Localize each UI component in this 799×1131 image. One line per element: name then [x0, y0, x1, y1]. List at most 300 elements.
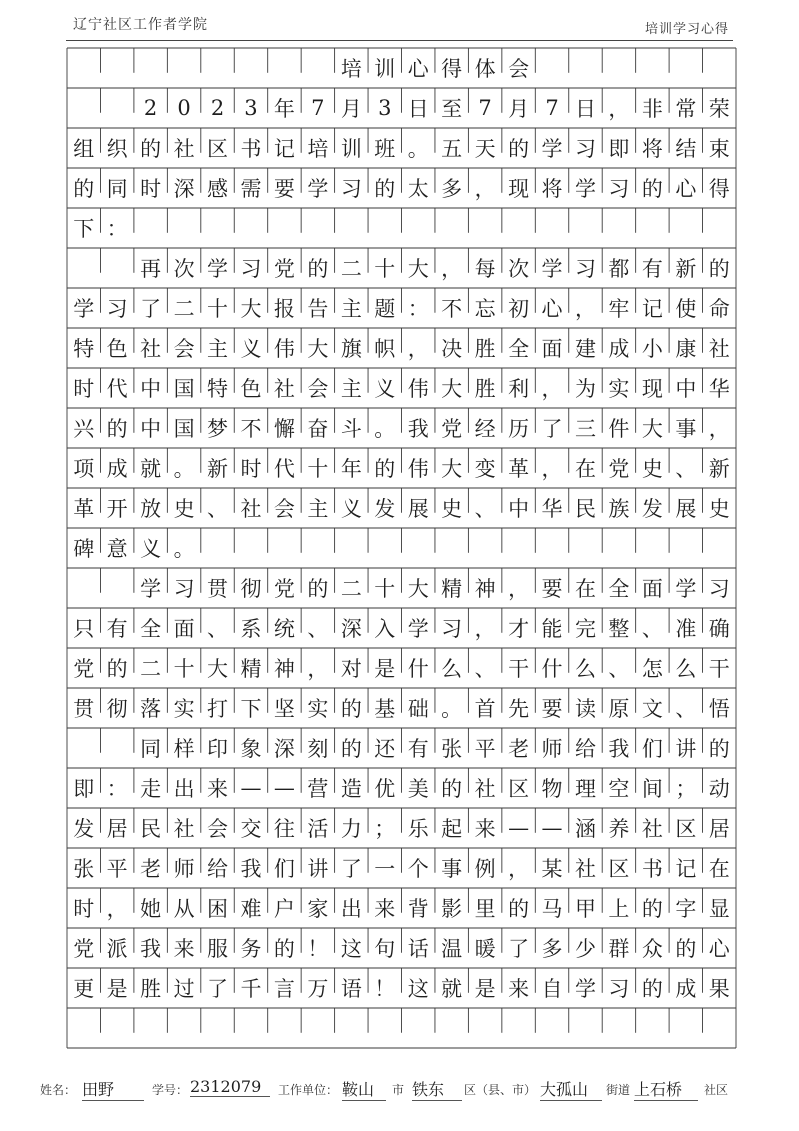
manuscript-line — [67, 568, 736, 608]
char-cell: 怎 — [641, 657, 663, 681]
char-cell: 史 — [441, 497, 463, 521]
char-cell: 这 — [407, 977, 429, 1001]
char-cell: 件 — [608, 417, 630, 441]
char-cell: 次 — [508, 257, 530, 281]
char-cell: ， — [541, 457, 563, 481]
char-cell: 础 — [407, 697, 429, 721]
manuscript-line — [67, 288, 736, 328]
char-cell: 、 — [474, 657, 496, 681]
name-value: 田野 — [82, 1077, 144, 1101]
char-cell: 涵 — [574, 817, 596, 841]
char-cell: 的 — [374, 457, 396, 481]
char-cell: 义 — [240, 337, 262, 361]
char-cell: ， — [474, 617, 496, 641]
char-cell: 下 — [240, 697, 262, 721]
char-cell: 社 — [708, 337, 730, 361]
char-cell: 入 — [374, 617, 396, 641]
char-cell: 、 — [474, 497, 496, 521]
char-cell: 成 — [675, 977, 697, 1001]
char-cell: 力 — [340, 817, 362, 841]
char-cell: 懈 — [273, 417, 295, 441]
char-cell: 学 — [574, 977, 596, 1001]
char-cell: 开 — [106, 497, 128, 521]
char-cell: 忘 — [474, 297, 496, 321]
char-cell: 中 — [140, 417, 162, 441]
char-cell: 平 — [106, 857, 128, 881]
char-cell: 、 — [675, 457, 697, 481]
manuscript-line — [67, 88, 736, 128]
char-cell: 革 — [73, 497, 95, 521]
char-cell: ： — [106, 777, 128, 801]
char-cell: ， — [574, 297, 596, 321]
city-value: 鞍山 — [342, 1077, 386, 1101]
header-org: 辽宁社区工作者学院 — [73, 17, 208, 33]
char-cell: 特 — [207, 377, 229, 401]
char-cell: 社 — [173, 137, 195, 161]
char-cell: 学 — [140, 577, 162, 601]
char-cell: 困 — [207, 897, 229, 921]
char-cell: 习 — [608, 977, 630, 1001]
char-cell: 全 — [608, 577, 630, 601]
char-cell: 日 — [574, 97, 596, 121]
char-cell: 服 — [207, 937, 229, 961]
char-cell: 经 — [474, 417, 496, 441]
char-cell: 原 — [608, 697, 630, 721]
char-cell: 训 — [374, 57, 396, 81]
char-cell: 常 — [675, 97, 697, 121]
char-cell: 的 — [508, 137, 530, 161]
char-cell: 在 — [574, 457, 596, 481]
char-cell: 句 — [374, 937, 396, 961]
char-cell: 学 — [73, 297, 95, 321]
char-cell: 只 — [73, 617, 95, 641]
char-cell: 我 — [140, 937, 162, 961]
char-cell: 养 — [608, 817, 630, 841]
char-cell: 决 — [441, 337, 463, 361]
char-cell: 代 — [273, 457, 295, 481]
manuscript-line — [67, 368, 736, 408]
char-cell: 里 — [474, 897, 496, 921]
char-cell: 主 — [340, 297, 362, 321]
char-cell: 会 — [173, 337, 195, 361]
char-cell: 二 — [173, 297, 195, 321]
char-cell: 了 — [140, 297, 162, 321]
char-cell: 书 — [240, 137, 262, 161]
char-cell: 。 — [173, 457, 195, 481]
char-cell: 某 — [541, 857, 563, 881]
char-cell: 月 — [508, 97, 530, 121]
char-cell: 来 — [173, 937, 195, 961]
char-cell: 不 — [240, 417, 262, 441]
manuscript-line — [67, 208, 736, 248]
char-cell: 时 — [73, 377, 95, 401]
char-cell: 心 — [541, 297, 563, 321]
char-cell: 师 — [173, 857, 195, 881]
char-cell: 学 — [207, 257, 229, 281]
char-cell: ， — [508, 857, 530, 881]
char-cell: 贯 — [73, 697, 95, 721]
char-cell: 习 — [340, 177, 362, 201]
char-cell: 史 — [641, 457, 663, 481]
manuscript-line — [67, 648, 736, 688]
char-cell: 十 — [173, 657, 195, 681]
char-cell: 新 — [675, 257, 697, 281]
char-cell: 群 — [608, 937, 630, 961]
char-cell: 大 — [407, 257, 429, 281]
char-cell: 文 — [641, 697, 663, 721]
char-cell: 。 — [374, 417, 396, 441]
char-cell: 织 — [106, 137, 128, 161]
char-cell: 放 — [140, 497, 162, 521]
char-cell: 党 — [441, 417, 463, 441]
char-cell: 3 — [378, 96, 392, 120]
char-cell: 党 — [73, 937, 95, 961]
char-cell: 大 — [407, 577, 429, 601]
char-cell: 众 — [641, 937, 663, 961]
char-cell: 区 — [608, 857, 630, 881]
char-cell: 要 — [541, 697, 563, 721]
char-cell: 习 — [173, 577, 195, 601]
char-cell: 题 — [374, 297, 396, 321]
char-cell: 走 — [140, 777, 162, 801]
char-cell: 、 — [608, 657, 630, 681]
manuscript-line — [67, 328, 736, 368]
char-cell: 心 — [407, 57, 429, 81]
char-cell: 即 — [73, 777, 95, 801]
char-cell: 。 — [407, 137, 429, 161]
char-cell: 结 — [675, 137, 697, 161]
char-cell: 的 — [641, 897, 663, 921]
char-cell: 学 — [541, 257, 563, 281]
char-cell: 更 — [73, 977, 95, 1001]
char-cell: 交 — [240, 817, 262, 841]
char-cell: 记 — [273, 137, 295, 161]
char-cell: 意 — [106, 537, 128, 561]
char-cell: 为 — [574, 377, 596, 401]
char-cell: 利 — [508, 377, 530, 401]
manuscript-line — [67, 408, 736, 448]
char-cell: 落 — [140, 697, 162, 721]
student-id-value: 2312079 — [190, 1077, 270, 1097]
subdistrict-value: 大孤山 — [540, 1077, 602, 1101]
char-cell: 荣 — [708, 97, 730, 121]
community-value: 上石桥 — [634, 1077, 698, 1101]
char-cell: 的 — [73, 177, 95, 201]
char-cell: 实 — [307, 697, 329, 721]
char-cell: 主 — [340, 377, 362, 401]
char-cell: 兴 — [73, 417, 95, 441]
char-cell: 党 — [273, 257, 295, 281]
char-cell: 师 — [541, 737, 563, 761]
char-cell: 心 — [708, 937, 730, 961]
char-cell: 习 — [574, 137, 596, 161]
char-cell: 来 — [474, 817, 496, 841]
char-cell: 帜 — [374, 337, 396, 361]
char-cell: 户 — [273, 897, 295, 921]
manuscript-line — [67, 248, 736, 288]
char-cell: 需 — [240, 177, 262, 201]
char-cell: 活 — [307, 817, 329, 841]
char-cell: 的 — [140, 137, 162, 161]
char-cell: 斗 — [340, 417, 362, 441]
char-cell: 书 — [641, 857, 663, 881]
char-cell: 年 — [273, 97, 295, 121]
char-cell: 十 — [374, 577, 396, 601]
char-cell: 能 — [541, 617, 563, 641]
char-cell: 样 — [173, 737, 195, 761]
char-cell: 太 — [407, 177, 429, 201]
char-cell: 胜 — [140, 977, 162, 1001]
char-cell: 胜 — [474, 337, 496, 361]
char-cell: 自 — [541, 977, 563, 1001]
char-cell: 的 — [641, 177, 663, 201]
char-cell: 准 — [675, 617, 697, 641]
char-cell: 国 — [173, 417, 195, 441]
char-cell: 发 — [641, 497, 663, 521]
char-cell: 语 — [340, 977, 362, 1001]
char-cell: 命 — [708, 297, 730, 321]
char-cell: 中 — [140, 377, 162, 401]
char-cell: 义 — [140, 537, 162, 561]
char-cell: 、 — [307, 617, 329, 641]
manuscript-line — [67, 848, 736, 888]
char-cell: 话 — [407, 937, 429, 961]
char-cell: — — [240, 776, 262, 800]
char-cell: 同 — [140, 737, 162, 761]
char-cell: 甲 — [574, 897, 596, 921]
char-cell: 事 — [441, 857, 463, 881]
char-cell: 初 — [508, 297, 530, 321]
char-cell: ， — [541, 377, 563, 401]
char-cell: 基 — [374, 697, 396, 721]
char-cell: 影 — [441, 897, 463, 921]
char-cell: 一 — [374, 857, 396, 881]
char-cell: 的 — [641, 977, 663, 1001]
char-cell: 全 — [508, 337, 530, 361]
char-cell: 中 — [508, 497, 530, 521]
char-cell: 旗 — [340, 337, 362, 361]
manuscript-line — [67, 528, 736, 568]
char-cell: ！ — [307, 937, 329, 961]
char-cell: 有 — [407, 737, 429, 761]
char-cell: 的 — [441, 777, 463, 801]
char-cell: 7 — [478, 96, 492, 120]
char-cell: 事 — [675, 417, 697, 441]
char-cell: 贯 — [207, 577, 229, 601]
char-cell: 新 — [708, 457, 730, 481]
char-cell: 系 — [240, 617, 262, 641]
char-cell: 面 — [173, 617, 195, 641]
char-cell: 记 — [675, 857, 697, 881]
char-cell: 变 — [474, 457, 496, 481]
char-cell: 完 — [574, 617, 596, 641]
char-cell: 、 — [641, 617, 663, 641]
char-cell: 将 — [641, 137, 663, 161]
city-label: 市 — [392, 1083, 405, 1097]
char-cell: 在 — [574, 577, 596, 601]
char-cell: 打 — [207, 697, 229, 721]
char-cell: 有 — [106, 617, 128, 641]
char-cell: 多 — [541, 937, 563, 961]
char-cell: 学 — [541, 137, 563, 161]
char-cell: 时 — [140, 177, 162, 201]
char-cell: 十 — [374, 257, 396, 281]
char-cell: 居 — [106, 817, 128, 841]
char-cell: 张 — [73, 857, 95, 881]
char-cell: 了 — [207, 977, 229, 1001]
char-cell: 牢 — [608, 297, 630, 321]
manuscript-line — [67, 968, 736, 1008]
char-cell: 她 — [140, 897, 162, 921]
char-cell: 现 — [508, 177, 530, 201]
char-cell: 了 — [340, 857, 362, 881]
char-cell: 我 — [407, 417, 429, 441]
char-cell: 日 — [407, 97, 429, 121]
char-cell: 例 — [474, 857, 496, 881]
char-cell: 0 — [177, 96, 191, 120]
char-cell: ； — [374, 817, 396, 841]
char-cell: 是 — [106, 977, 128, 1001]
char-cell: 先 — [508, 697, 530, 721]
char-cell: 首 — [474, 697, 496, 721]
manuscript-line — [67, 928, 736, 968]
char-cell: 的 — [307, 257, 329, 281]
char-cell: 二 — [340, 577, 362, 601]
char-cell: 千 — [240, 977, 262, 1001]
char-cell: 会 — [207, 817, 229, 841]
char-cell: 社 — [574, 857, 596, 881]
char-cell: ！ — [374, 977, 396, 1001]
char-cell: 7 — [545, 96, 559, 120]
char-cell: ， — [407, 337, 429, 361]
char-cell: 史 — [173, 497, 195, 521]
char-cell: 大 — [441, 377, 463, 401]
manuscript-line — [67, 608, 736, 648]
char-cell: 就 — [441, 977, 463, 1001]
char-cell: 从 — [173, 897, 195, 921]
char-cell: 多 — [441, 177, 463, 201]
char-cell: 社 — [173, 817, 195, 841]
char-cell: 读 — [574, 697, 596, 721]
char-cell: 区 — [508, 777, 530, 801]
char-cell: 坚 — [273, 697, 295, 721]
char-cell: 字 — [675, 897, 697, 921]
char-cell: 是 — [374, 657, 396, 681]
char-cell: 温 — [441, 937, 463, 961]
manuscript-line — [67, 728, 736, 768]
char-cell: 区 — [675, 817, 697, 841]
char-cell: 老 — [508, 737, 530, 761]
char-cell: 深 — [173, 177, 195, 201]
char-cell: 天 — [474, 137, 496, 161]
char-cell: 优 — [374, 777, 396, 801]
char-cell: 2 — [143, 96, 158, 120]
char-cell: 习 — [708, 577, 730, 601]
char-cell: — — [508, 816, 530, 840]
header-doc-type: 培训学习心得 — [644, 22, 729, 37]
char-cell: 。 — [441, 697, 463, 721]
manuscript-line — [67, 128, 736, 168]
char-cell: 张 — [441, 737, 463, 761]
char-cell: 要 — [273, 177, 295, 201]
community-label: 社区 — [704, 1083, 729, 1097]
char-cell: 言 — [273, 977, 295, 1001]
char-cell: 国 — [173, 377, 195, 401]
char-cell: 精 — [441, 577, 463, 601]
char-cell: 同 — [106, 177, 128, 201]
char-cell: 空 — [608, 777, 630, 801]
char-cell: 不 — [441, 297, 463, 321]
char-cell: 乐 — [407, 817, 429, 841]
char-cell: 在 — [708, 857, 730, 881]
char-cell: 体 — [474, 57, 496, 81]
char-cell: 华 — [541, 497, 563, 521]
char-cell: 大 — [441, 457, 463, 481]
char-cell: 中 — [675, 377, 697, 401]
char-cell: 发 — [73, 817, 95, 841]
char-cell: 得 — [708, 177, 730, 201]
char-cell: 的 — [106, 417, 128, 441]
char-cell: 学 — [675, 577, 697, 601]
char-cell: 往 — [273, 817, 295, 841]
char-cell: 大 — [207, 657, 229, 681]
char-cell: 得 — [441, 57, 463, 81]
char-cell: 现 — [641, 377, 663, 401]
char-cell: 展 — [407, 497, 429, 521]
char-cell: 干 — [508, 657, 530, 681]
char-cell: 十 — [307, 457, 329, 481]
char-cell: 出 — [340, 897, 362, 921]
char-cell: 大 — [307, 337, 329, 361]
char-cell: 项 — [73, 457, 95, 481]
char-cell: 区 — [207, 137, 229, 161]
char-cell: 7 — [311, 96, 325, 120]
char-cell: 深 — [273, 737, 295, 761]
char-cell: 会 — [508, 57, 530, 81]
char-cell: 神 — [474, 577, 496, 601]
char-cell: 印 — [207, 737, 229, 761]
char-cell: 理 — [574, 777, 596, 801]
char-cell: 告 — [307, 297, 329, 321]
char-cell: 束 — [708, 137, 730, 161]
char-cell: 平 — [474, 737, 496, 761]
char-cell: 老 — [140, 857, 162, 881]
char-cell: 代 — [106, 377, 128, 401]
char-cell: 象 — [240, 737, 262, 761]
char-cell: 整 — [608, 617, 630, 641]
char-cell: 奋 — [307, 417, 329, 441]
char-cell: 务 — [240, 937, 262, 961]
char-cell: 的 — [273, 937, 295, 961]
char-cell: 讲 — [307, 857, 329, 881]
char-cell: 发 — [374, 497, 396, 521]
char-cell: 造 — [340, 777, 362, 801]
char-cell: 下 — [73, 217, 95, 241]
char-cell: 果 — [708, 977, 730, 1001]
char-cell: 对 — [340, 657, 362, 681]
char-cell: 还 — [374, 737, 396, 761]
char-cell: 。 — [173, 537, 195, 561]
char-cell: 社 — [474, 777, 496, 801]
char-cell: 少 — [574, 937, 596, 961]
char-cell: — — [273, 776, 295, 800]
char-cell: 确 — [708, 617, 730, 641]
char-cell: 全 — [140, 617, 162, 641]
char-cell: 民 — [574, 497, 596, 521]
char-cell: — — [541, 816, 563, 840]
char-cell: 营 — [307, 777, 329, 801]
char-cell: 主 — [207, 337, 229, 361]
